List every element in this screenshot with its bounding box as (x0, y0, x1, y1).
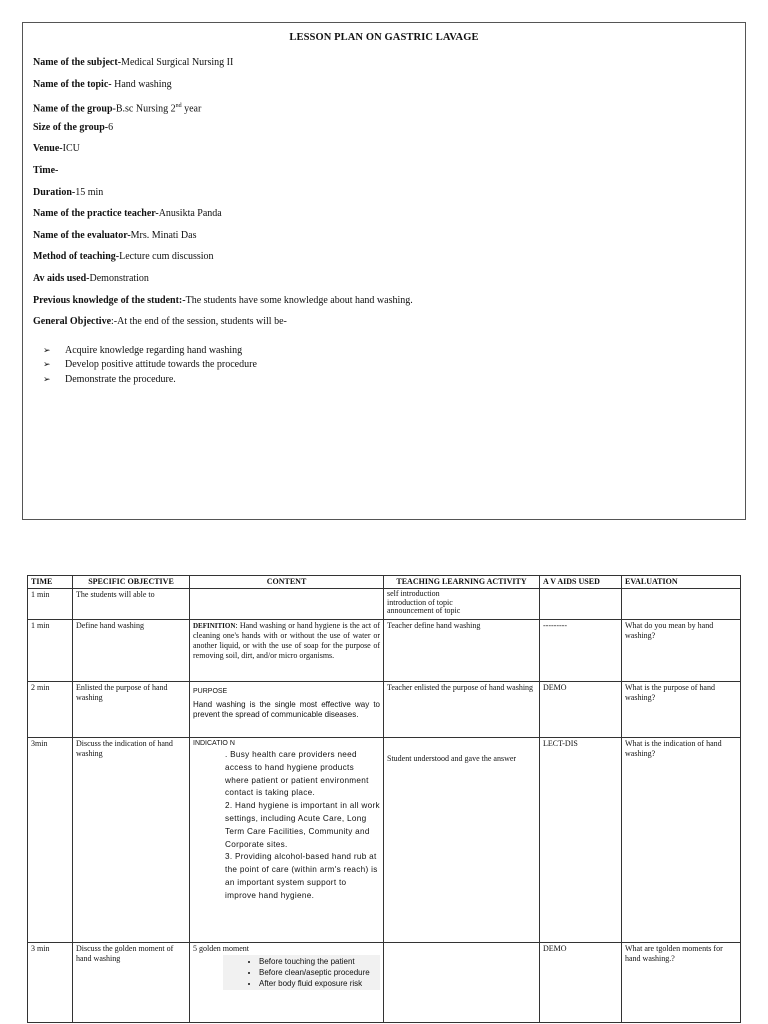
activity-line: announcement of topic (387, 606, 461, 615)
field-label: Name of the subject- (33, 57, 122, 68)
cell-evaluation (622, 589, 741, 620)
table-row (28, 682, 741, 738)
cell-activity (384, 943, 540, 1023)
cell-content (190, 589, 384, 620)
lesson-plan-table-page (27, 575, 740, 1023)
field-label: Duration- (33, 186, 76, 198)
objective-text: Develop positive attitude towards the procedure (65, 359, 257, 371)
content-text: . Busy health care providers need access to hand hygiene products where patient or patient environment contact is taking place. 2. Hand hygiene is important in all work settings, including Acute Care, Long Term Care Facilities, Community and Corporate sites. 3. Providing alcohol-based hand rub at the point of care (within arm's reach) is an important system support to improve hand hygiene. (225, 750, 380, 900)
field-label: Name of the practice teacher- (33, 208, 159, 220)
cell-time: 3min (28, 738, 73, 943)
cell-content (190, 682, 384, 738)
content-heading: 5 golden moment (193, 944, 249, 953)
cell-content (190, 738, 384, 943)
list-item (43, 358, 735, 373)
field-value: ICU (62, 143, 80, 155)
table-row (28, 738, 741, 943)
cell-objective: The students will able to (73, 589, 190, 620)
cell-activity: Teacher enlisted the purpose of hand washing (384, 682, 540, 738)
field-value: Mrs. Minati Das (130, 229, 197, 241)
field-label: Time- (33, 164, 59, 176)
cell-activity: Teacher define hand washing (384, 620, 540, 682)
list-item: • Before touching the patient (259, 956, 380, 967)
field-value: Anusikta Panda (158, 208, 222, 220)
cell-objective: Discuss the indication of hand washing (73, 738, 190, 943)
content-heading: PURPOSE (193, 688, 228, 695)
cell-time: 2 min (28, 682, 73, 738)
content-text: Hand washing is the single most effective way to prevent the spread of communicable diseases. (193, 700, 380, 719)
field-general-objective (33, 316, 735, 338)
field-evaluator (33, 230, 735, 252)
activity-text: Student understood and gave the answer (387, 754, 517, 763)
objective-list (33, 344, 735, 388)
column-header-content: CONTENT (190, 576, 384, 589)
cell-av-aids: --------- (540, 620, 622, 682)
column-header-evaluation: EVALUATION (622, 576, 741, 589)
lesson-plan-header-page (22, 22, 746, 520)
arrow-bullet-icon: ➢ (43, 359, 51, 370)
list-item (43, 344, 735, 359)
cell-evaluation: What are tgolden moments for hand washing.? (622, 943, 741, 1023)
field-practice-teacher (33, 208, 735, 230)
field-value: The students have some knowledge about hand washing. (185, 294, 413, 306)
field-label: Av aids used- (33, 272, 90, 284)
field-label: Name of the group- (33, 103, 116, 115)
field-value: :-At the end of the session, students will be- (111, 316, 287, 328)
objective-text: Acquire knowledge regarding hand washing (65, 344, 243, 356)
content-text: : Hand washing or hand hygiene is the act of cleaning one's hands with or without the use of water or another liquid, or with the use of soap for the purpose of removing soil, dirt, and/or micro organisms. (193, 621, 380, 660)
field-duration (33, 187, 735, 209)
field-group-size (33, 122, 735, 144)
activity-line: introduction of topic (387, 597, 453, 607)
list-item: • After body fluid exposure risk (259, 978, 380, 989)
cell-av-aids (540, 589, 622, 620)
content-heading: INDICATIO N (193, 740, 235, 747)
arrow-bullet-icon: ➢ (43, 344, 51, 355)
table-row (28, 589, 741, 620)
field-superscript: nd (175, 103, 182, 110)
field-av-aids (33, 273, 735, 295)
cell-objective: Enlisted the purpose of hand washing (73, 682, 190, 738)
cell-time: 1 min (28, 589, 73, 620)
field-label: Venue- (33, 143, 63, 155)
field-value: 15 min (75, 186, 104, 198)
activity-line: self introduction (387, 589, 440, 598)
field-value: 6 (108, 121, 114, 133)
field-time (33, 165, 735, 187)
cell-content (190, 943, 384, 1023)
column-header-objective: SPECIFIC OBJECTIVE (73, 576, 190, 589)
field-value-suffix: year (181, 103, 202, 115)
cell-av-aids: LECT-DIS (540, 738, 622, 943)
column-header-activity: TEACHING LEARNING ACTIVITY (384, 576, 540, 589)
list-item: • Before clean/aseptic procedure (259, 967, 380, 978)
cell-content (190, 620, 384, 682)
content-list-box (223, 955, 380, 990)
field-value: Lecture cum discussion (119, 251, 214, 263)
cell-av-aids: DEMO (540, 682, 622, 738)
field-label: Name of the evaluator- (33, 229, 131, 241)
objective-text: Demonstrate the procedure. (65, 373, 176, 385)
field-value: Demonstration (89, 272, 149, 284)
cell-activity (384, 589, 540, 620)
column-header-av-aids: A V AIDS USED (540, 576, 622, 589)
field-method (33, 251, 735, 273)
cell-objective: Define hand washing (73, 620, 190, 682)
lesson-plan-table (27, 575, 741, 1023)
content-heading: DEFINITION (193, 622, 236, 630)
field-label: Size of the group- (33, 121, 109, 133)
arrow-bullet-icon: ➢ (43, 373, 51, 384)
table-row (28, 620, 741, 682)
field-group (33, 100, 735, 122)
field-previous-knowledge (33, 295, 735, 317)
field-topic (33, 79, 735, 101)
field-subject (33, 57, 735, 79)
document-title: LESSON PLAN ON GASTRIC LAVAGE (289, 32, 479, 43)
cell-time: 3 min (28, 943, 73, 1023)
list-item (43, 373, 735, 388)
cell-activity (384, 738, 540, 943)
golden-moment-list (223, 956, 380, 989)
field-label: Method of teaching- (33, 251, 120, 263)
cell-evaluation: What is the indication of hand washing? (622, 738, 741, 943)
cell-time: 1 min (28, 620, 73, 682)
field-value: Hand washing (111, 78, 172, 90)
field-venue (33, 143, 735, 165)
cell-objective: Discuss the golden moment of hand washing (73, 943, 190, 1023)
table-row (28, 943, 741, 1023)
field-value: Medical Surgical Nursing II (121, 57, 234, 68)
field-label: Previous knowledge of the student:- (33, 294, 186, 306)
cell-evaluation: What is the purpose of hand washing? (622, 682, 741, 738)
field-label: General Objective (33, 316, 112, 328)
field-value: B.sc Nursing 2 (115, 103, 176, 115)
cell-evaluation: What do you mean by hand washing? (622, 620, 741, 682)
table-header-row (28, 576, 741, 589)
cell-av-aids: DEMO (540, 943, 622, 1023)
field-label: Name of the topic- (33, 78, 112, 90)
column-header-time: TIME (28, 576, 73, 589)
